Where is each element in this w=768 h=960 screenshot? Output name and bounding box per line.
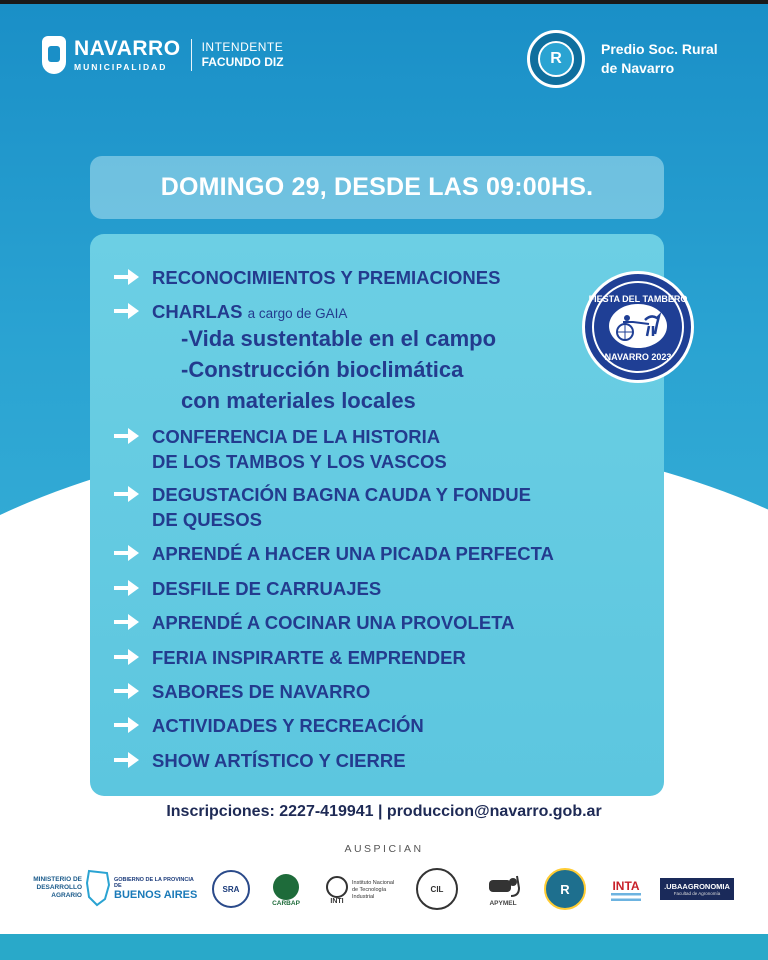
buenos-aires-map-icon: [84, 868, 112, 908]
sra-text: SRA: [222, 884, 240, 894]
predio-line2: de Navarro: [601, 60, 675, 76]
horse-carriage-drawing: [609, 304, 667, 348]
sponsors-row: [0, 864, 768, 916]
inti-desc: Instituto Nacional de Tecnología Industrial: [352, 879, 395, 900]
arrow-right-icon: [112, 301, 140, 321]
brand-sub: MUNICIPALIDAD: [74, 62, 168, 72]
charla-2-line1: -Construcción bioclimática: [181, 357, 464, 382]
activity-text: APRENDÉ A COCINAR UNA PROVOLETA: [152, 612, 515, 633]
inti-circle-icon: [326, 876, 348, 898]
uba-agronomia-logo: [660, 878, 734, 900]
arrow-right-icon: [112, 750, 140, 770]
inta-logo: [608, 874, 644, 906]
cil-logo: [416, 868, 458, 910]
charlas-by: a cargo de GAIA: [247, 306, 348, 321]
badge-top-text: FIESTA DEL TAMBERO: [588, 294, 688, 304]
ministerio-logo: [26, 868, 82, 908]
carbap-emblem-icon: [273, 874, 299, 900]
cil-text: CIL: [430, 884, 444, 894]
activity-text-line1: CONFERENCIA DE LA HISTORIA: [152, 426, 441, 447]
brand-name: NAVARRO: [74, 37, 181, 60]
activity-text: SHOW ARTÍSTICO Y CIERRE: [152, 750, 406, 771]
ministerio-text: MINISTERIO DE DESARROLLO AGRARIO: [33, 876, 82, 899]
brand-block: [74, 38, 181, 72]
horse-carriage-icon: [609, 304, 667, 348]
header-divider: [191, 39, 192, 71]
sociedad-rural-logo: [544, 868, 586, 910]
activity-text: FERIA INSPIRARTE & EMPRENDER: [152, 647, 466, 668]
navarro-shield-icon: [42, 36, 66, 74]
arrow-right-icon: [112, 267, 140, 287]
intendente-label: INTENDENTE: [201, 40, 284, 54]
inti-text: INTI: [330, 897, 344, 905]
intendente-name: FACUNDO DIZ: [201, 55, 284, 69]
arrow-right-icon: [112, 612, 140, 632]
apymel-text: APYMEL: [489, 899, 517, 907]
cow-icon: [483, 874, 523, 900]
badge-bottom-text: NAVARRO 2023: [604, 352, 672, 362]
rural-letter: R: [560, 881, 570, 897]
charlas-main: CHARLAS: [152, 301, 243, 322]
activity-text: [152, 299, 347, 326]
activity-text-line2: DE LOS TAMBOS Y LOS VASCOS: [152, 451, 447, 472]
activity-text: SABORES DE NAVARRO: [152, 681, 371, 702]
header-sociedad-rural: [527, 30, 718, 88]
arrow-right-icon: [112, 715, 140, 735]
inti-logo: [326, 868, 402, 912]
inta-flag-icon: [611, 893, 641, 901]
predio-line1: Predio Soc. Rural: [601, 41, 718, 57]
charla-2-line2: con materiales locales: [181, 388, 416, 413]
activity-text: DESFILE DE CARRUAJES: [152, 578, 382, 599]
uba-sub: Facultad de Agronomía: [673, 891, 721, 896]
carbap-text: CARBAP: [272, 899, 300, 907]
arrow-right-icon: [112, 543, 140, 563]
apymel-logo: [472, 868, 534, 912]
sra-logo: [212, 870, 250, 908]
uba-text: .UBAAGRONOMIA: [664, 882, 730, 891]
registration-contact: Inscripciones: 2227-419941 | produccion@navarro.gob.ar: [166, 803, 602, 820]
activity-text: ACTIVIDADES Y RECREACIÓN: [152, 715, 424, 736]
header-municipalidad: [42, 36, 284, 74]
seal-letter: R: [538, 41, 574, 77]
carbap-logo: [266, 868, 306, 912]
predio-label: [601, 40, 718, 78]
sponsors-heading: AUSPICIAN: [344, 843, 424, 855]
date-banner: [90, 156, 664, 219]
inta-text: INTA: [612, 879, 640, 893]
gobierno-ba-logo: [114, 876, 200, 902]
arrow-right-icon: [112, 426, 140, 446]
gobierno-text: GOBIERNO DE LA PROVINCIA DE: [114, 877, 194, 889]
arrow-right-icon: [112, 484, 140, 504]
arrow-right-icon: [112, 681, 140, 701]
charla-1: -Vida sustentable en el campo: [181, 326, 497, 351]
activity-text: RECONOCIMIENTOS Y PREMIACIONES: [152, 267, 501, 288]
activity-text: APRENDÉ A HACER UNA PICADA PERFECTA: [152, 543, 554, 564]
arrow-right-icon: [112, 647, 140, 667]
activity-text-line1: DEGUSTACIÓN BAGNA CAUDA Y FONDUE: [152, 484, 531, 505]
intendente-block: [202, 40, 284, 70]
buenos-aires-text: BUENOS AIRES: [114, 889, 198, 901]
activity-text-line2: DE QUESOS: [152, 509, 262, 530]
bottom-strip: [0, 934, 768, 960]
fiesta-del-tambero-badge: [582, 271, 694, 383]
arrow-right-icon: [112, 578, 140, 598]
event-date-time: DOMINGO 29, DESDE LAS 09:00HS.: [160, 173, 594, 201]
sociedad-rural-seal-icon: [527, 30, 585, 88]
